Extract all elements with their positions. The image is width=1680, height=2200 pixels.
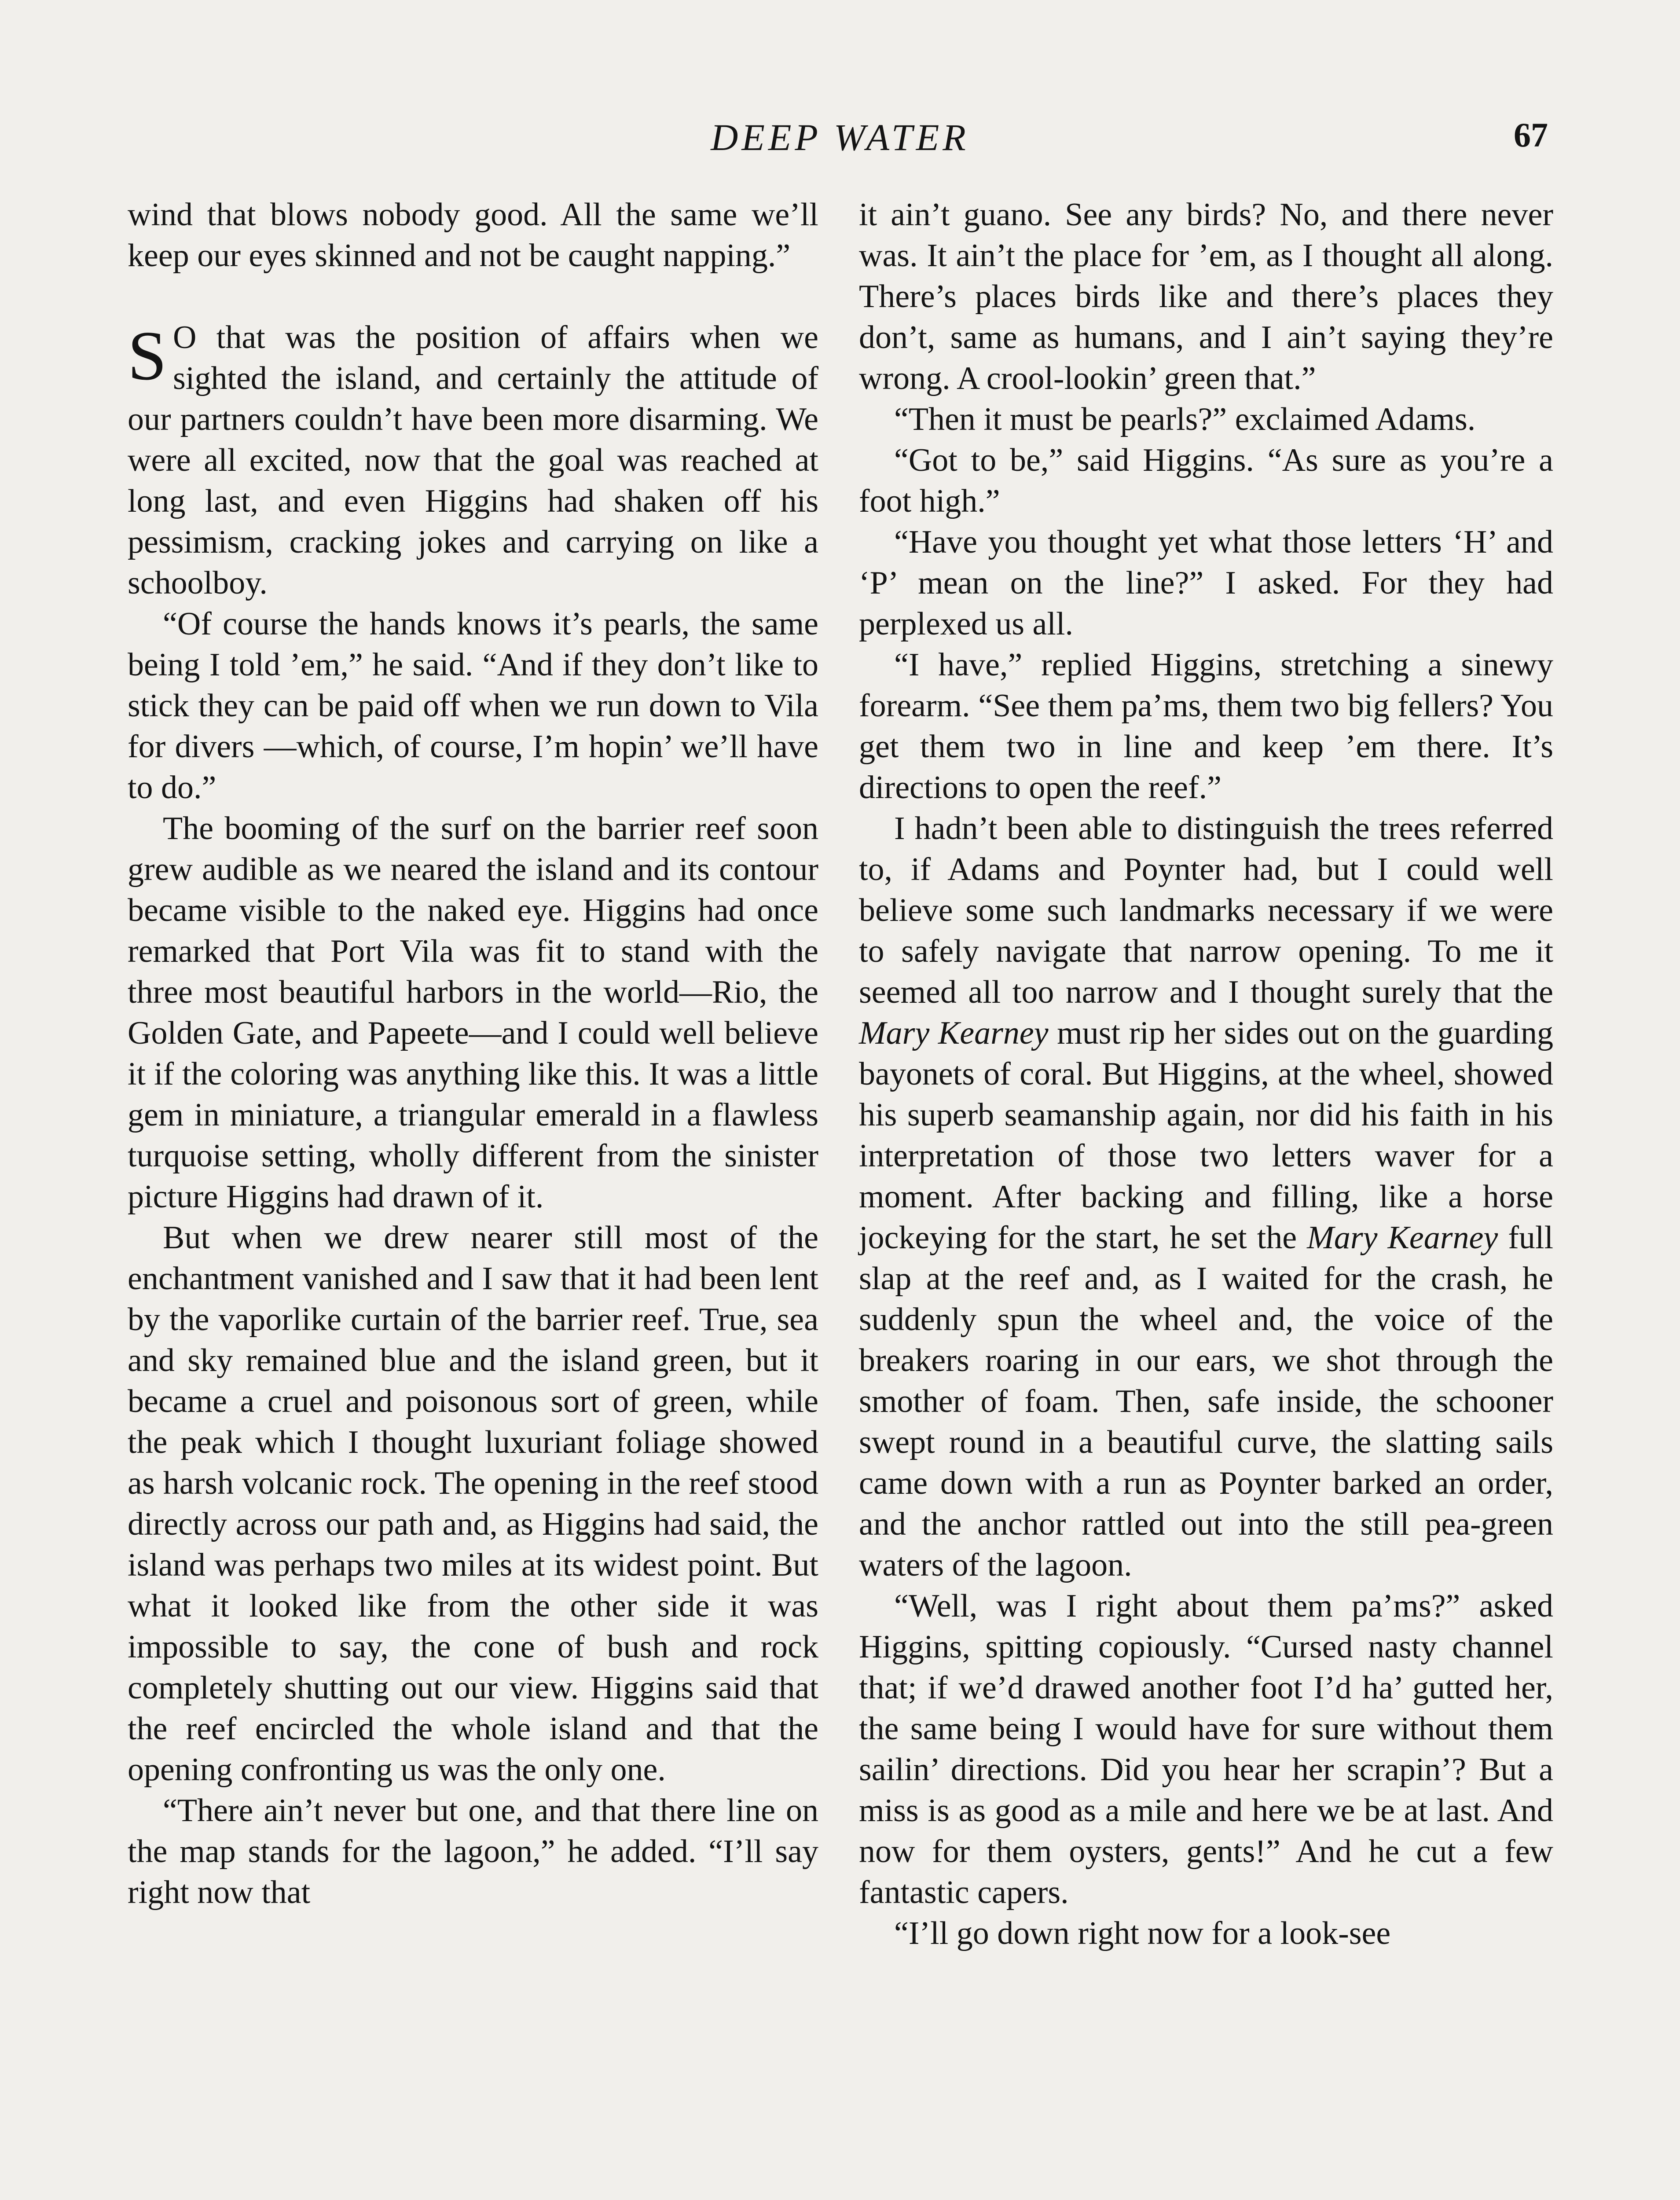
paragraph: wind that blows nobody good. All the same we’ll keep our eyes skinned and not be caught napping.” bbox=[128, 197, 818, 274]
page-number: 67 bbox=[1514, 116, 1548, 154]
drop-cap: S bbox=[128, 316, 167, 395]
ship-name: Mary Kearney bbox=[859, 1015, 1049, 1051]
paragraph: The booming of the surf on the barrier reef soon grew audible as we neared the island and its contour became visible to the naked eye. Higgins had once remarked that Port Vila was fit to stand with the three most beautiful harbors in the world—Rio, the Golden Gate, and Papeete—and I could well believe it if the coloring was anything like this. It was a little gem in miniature, a triangular emerald in a flawless turquoise setting, wholly different from the sinister picture Higgins had drawn of it. bbox=[128, 810, 818, 1215]
paragraph: “I’ll go down right now for a look-see bbox=[894, 1915, 1391, 1951]
paragraph-text: must rip her sides out on the guarding bayonets of coral. But Higgins, at the wheel, showed his superb seamanship again, nor did his faith in his interpretation of those two letters waver for a moment. After backing and filling, like a horse jockeying for the start, he set the bbox=[859, 1015, 1553, 1256]
section-opening-paragraph bbox=[128, 317, 818, 604]
paragraph: “Then it must be pearls?” exclaimed Adams. bbox=[894, 401, 1476, 437]
right-column bbox=[859, 194, 1553, 1954]
paragraph: “I have,” replied Higgins, stretching a sinewy forearm. “See them pa’ms, them two big fellers? You get them two in line and keep ’em there. It’s directions to open the reef.” bbox=[859, 647, 1553, 806]
paragraph: it ain’t guano. See any birds? No, and there never was. It ain’t the place for ’em, as I thought all along. There’s places birds like and there’s places they don’t, same as humans, and I ain’t saying they’re wrong. A crool-lookin’ green that.” bbox=[859, 197, 1553, 396]
paragraph-text: full slap at the reef and, as I waited for the crash, he suddenly spun the wheel and, the voice of the breakers roaring in our ears, we shot through the smother of foam. Then, safe inside, the schooner swept round in a beautiful curve, the slatting sails came down with a run as Poynter barked an order, and the anchor rattled out into the still pea-green waters of the lagoon. bbox=[859, 1220, 1554, 1583]
page-header bbox=[0, 115, 1680, 164]
paragraph: But when we drew nearer still most of the enchantment vanished and I saw that it had been lent by the vaporlike curtain of the barrier reef. True, sea and sky remained blue and the island green, but it became a cruel and poisonous sort of green, while the peak which I thought luxuriant foliage showed as harsh volcanic rock. The opening in the reef stood directly across our path and, as Higgins had said, the island was perhaps two miles at its widest point. But what it looked like from the other side it was impossible to say, the cone of bush and rock completely shutting out our view. Higgins said that the reef encircled the whole island and that the opening confronting us was the only one. bbox=[128, 1220, 818, 1788]
paragraph: “Well, was I right about them pa’ms?” asked Higgins, spitting copiously. “Cursed nasty channel that; if we’d drawed another foot I’d ha’ gutted her, the same being I would have for sure without them sailin’ directions. Did you hear her scrapin’? But a miss is as good as a mile and here we be at last. And now for them oysters, gents!” And he cut a few fantastic capers. bbox=[859, 1588, 1553, 1910]
paragraph-text: I hadn’t been able to distinguish the trees referred to, if Adams and Poynter had, but I could well believe some such landmarks necessary if we were to safely navigate that narrow opening. To me it seemed all too narrow and I thought surely that the bbox=[859, 810, 1553, 1010]
paragraph: “Of course the hands knows it’s pearls, the same being I told ’em,” he said. “And if they don’t like to stick they can be paid off when we run down to Vila for divers —which, of course, I’m hopin’ we’ll have to do.” bbox=[128, 606, 818, 806]
paragraph: “There ain’t never but one, and that there line on the map stands for the lagoon,” he added. “I’ll say right now that bbox=[128, 1793, 818, 1910]
paragraph bbox=[859, 808, 1553, 1586]
running-title: DEEP WATER bbox=[711, 116, 969, 158]
paragraph: “Got to be,” said Higgins. “As sure as you’re a foot high.” bbox=[859, 442, 1553, 519]
paragraph: “Have you thought yet what those letters ‘H’ and ‘P’ mean on the line?” I asked. For they had perplexed us all. bbox=[859, 524, 1553, 642]
left-column bbox=[128, 194, 818, 1913]
paragraph-text: O that was the position of affairs when we sighted the island, and certainly the attitude of our partners couldn’t have been more disarming. We were all excited, now that the goal was reached at long last, and even Higgins had shaken off his pessimism, cracking jokes and carrying on like a schoolboy. bbox=[128, 319, 818, 601]
ship-name: Mary Kearney bbox=[1307, 1220, 1498, 1256]
